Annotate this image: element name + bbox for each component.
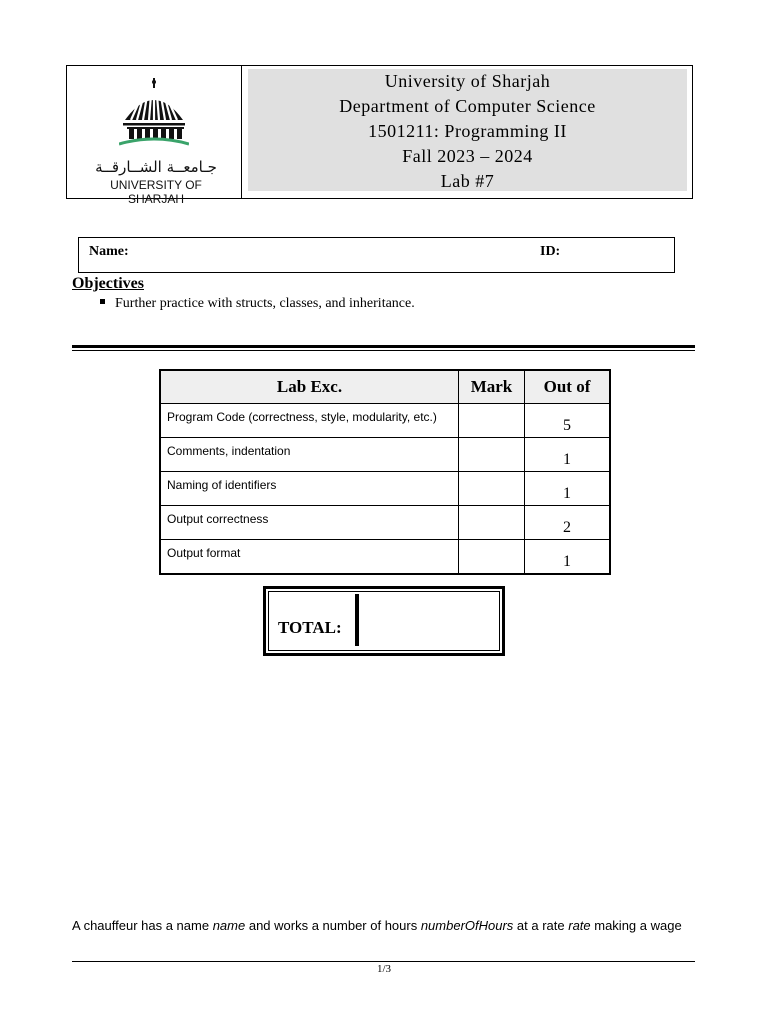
problem-statement (72, 917, 697, 935)
mark-cell (459, 540, 525, 575)
table-row (160, 404, 610, 438)
document-header (66, 65, 693, 206)
total-box (263, 586, 505, 656)
criterion-cell: Output correctness (160, 506, 459, 540)
department-name: Department of Computer Science (339, 96, 596, 116)
bullet-icon (100, 299, 105, 304)
mark-cell (459, 506, 525, 540)
out-of-cell: 1 (525, 540, 611, 575)
course-title-block (248, 69, 687, 191)
semester: Fall 2023 – 2024 (402, 146, 533, 166)
var-number-of-hours: numberOfHours (420, 918, 514, 933)
table-row (160, 472, 610, 506)
university-name: University of Sharjah (384, 71, 551, 91)
criterion-cell: Comments, indentation (160, 438, 459, 472)
statement-text: and works a number of hours (245, 918, 421, 933)
header-mark: Mark (459, 370, 525, 404)
mark-cell (459, 404, 525, 438)
course-code-title: 1501211: Programming II (368, 121, 567, 141)
grading-table (159, 369, 611, 575)
out-of-cell: 5 (525, 404, 611, 438)
table-row (160, 438, 610, 472)
footer-divider (72, 961, 695, 962)
criterion-cell: Program Code (correctness, style, modularity, etc.) (160, 404, 459, 438)
total-label: TOTAL: (278, 618, 342, 637)
mark-cell (459, 438, 525, 472)
out-of-cell: 2 (525, 506, 611, 540)
criterion-cell: Naming of identifiers (160, 472, 459, 506)
student-info-box (78, 237, 675, 273)
total-separator (355, 594, 359, 646)
statement-text: at a rate (513, 918, 569, 933)
dome-logo-icon (119, 76, 189, 148)
section-divider (72, 345, 695, 348)
objective-item (100, 296, 415, 312)
mark-cell (459, 472, 525, 506)
statement-text: A chauffeur has a name (72, 918, 213, 933)
id-label: ID: (540, 244, 561, 259)
criterion-cell: Output format (160, 540, 459, 575)
section-divider-thin (72, 350, 695, 351)
out-of-cell: 1 (525, 472, 611, 506)
name-label: Name: (89, 244, 129, 259)
statement-text: making a wage (590, 918, 682, 933)
var-name: name (212, 918, 246, 933)
table-row (160, 506, 610, 540)
objectives-heading: Objectives (72, 275, 144, 292)
out-of-cell: 1 (525, 438, 611, 472)
var-rate: rate (568, 918, 591, 933)
lab-number: Lab #7 (440, 171, 495, 191)
grading-header-row (160, 370, 610, 404)
header-out-of: Out of (525, 370, 611, 404)
header-lab-exc: Lab Exc. (160, 370, 459, 404)
logo-arabic-text: جـامعــة الشــارقــة (95, 158, 217, 176)
university-logo (67, 66, 242, 206)
logo-english-text: UNIVERSITY OF SHARJAH (110, 178, 202, 206)
page-number: 1/3 (376, 963, 392, 975)
objective-text: Further practice with structs, classes, and inheritance. (115, 296, 415, 311)
table-row (160, 540, 610, 575)
